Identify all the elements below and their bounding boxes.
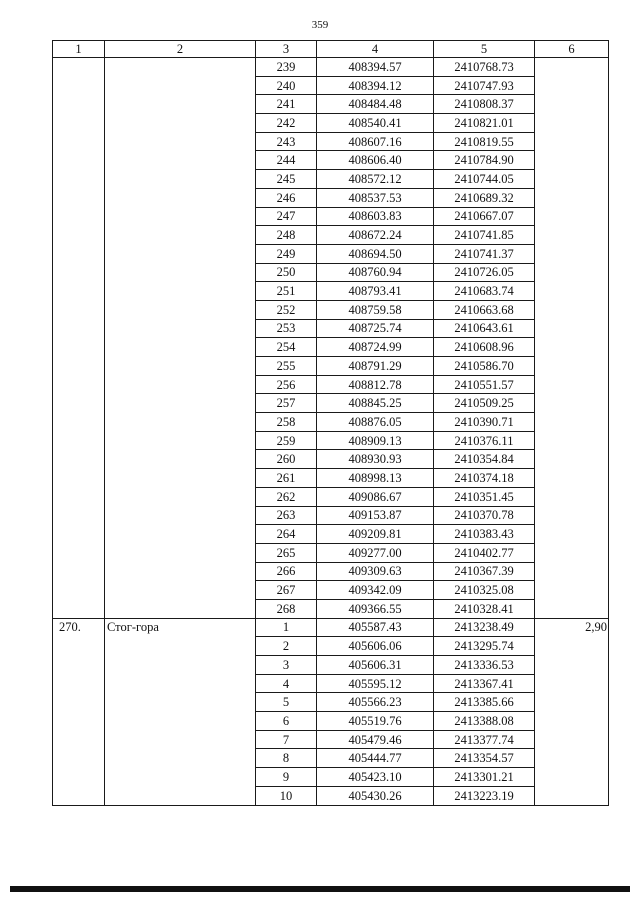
point-number: 255 — [256, 357, 317, 376]
coordinate-x: 408791.29 — [317, 357, 434, 376]
coordinate-y: 2410370.78 — [434, 506, 535, 525]
point-number: 253 — [256, 319, 317, 338]
point-number: 257 — [256, 394, 317, 413]
coordinate-x: 405479.46 — [317, 730, 434, 749]
point-number: 267 — [256, 581, 317, 600]
coordinate-y: 2410354.84 — [434, 450, 535, 469]
point-number: 4 — [256, 674, 317, 693]
entry-area: 2,90 — [535, 618, 609, 805]
coordinate-x: 408606.40 — [317, 151, 434, 170]
coordinate-x: 405519.76 — [317, 712, 434, 731]
coordinate-y: 2410683.74 — [434, 282, 535, 301]
coordinate-x: 409342.09 — [317, 581, 434, 600]
coordinate-x: 408394.12 — [317, 76, 434, 95]
point-number: 241 — [256, 95, 317, 114]
column-header-6: 6 — [535, 41, 609, 58]
coordinate-y: 2410376.11 — [434, 431, 535, 450]
coordinate-y: 2413388.08 — [434, 712, 535, 731]
coordinate-x: 408540.41 — [317, 114, 434, 133]
point-number: 262 — [256, 487, 317, 506]
coordinate-y: 2410367.39 — [434, 562, 535, 581]
table-header — [53, 41, 609, 58]
coordinate-y: 2413301.21 — [434, 768, 535, 787]
coordinate-x: 408607.16 — [317, 132, 434, 151]
entry-name: Стог-гора — [105, 618, 256, 805]
coordinate-y: 2413377.74 — [434, 730, 535, 749]
point-number: 3 — [256, 656, 317, 675]
point-number: 268 — [256, 599, 317, 618]
coordinate-x: 405423.10 — [317, 768, 434, 787]
coordinate-y: 2410741.37 — [434, 244, 535, 263]
coordinate-y: 2413295.74 — [434, 637, 535, 656]
coordinate-x: 405606.06 — [317, 637, 434, 656]
coordinate-y: 2410819.55 — [434, 132, 535, 151]
coordinate-x: 408930.93 — [317, 450, 434, 469]
coordinate-x: 405566.23 — [317, 693, 434, 712]
coordinate-y: 2410383.43 — [434, 525, 535, 544]
point-number: 10 — [256, 786, 317, 805]
coordinate-y: 2413223.19 — [434, 786, 535, 805]
coordinate-x: 408694.50 — [317, 244, 434, 263]
header-row — [53, 41, 609, 58]
coordinate-x: 408909.13 — [317, 431, 434, 450]
coordinate-y: 2410608.96 — [434, 338, 535, 357]
column-header-2: 2 — [105, 41, 256, 58]
point-number: 264 — [256, 525, 317, 544]
coordinate-y: 2410390.71 — [434, 413, 535, 432]
coordinate-y: 2410402.77 — [434, 543, 535, 562]
coordinate-x: 405587.43 — [317, 618, 434, 637]
coordinate-x: 409309.63 — [317, 562, 434, 581]
coordinate-y: 2410744.05 — [434, 170, 535, 189]
point-number: 248 — [256, 226, 317, 245]
coordinate-x: 408672.24 — [317, 226, 434, 245]
page-number: 359 — [311, 19, 329, 31]
coordinates-table — [52, 40, 609, 806]
coordinate-x: 409153.87 — [317, 506, 434, 525]
entry-area-cell — [535, 58, 609, 619]
coordinate-y: 2410586.70 — [434, 357, 535, 376]
point-number: 260 — [256, 450, 317, 469]
coordinate-x: 409366.55 — [317, 599, 434, 618]
coordinate-x: 408845.25 — [317, 394, 434, 413]
coordinate-y: 2413336.53 — [434, 656, 535, 675]
point-number: 242 — [256, 114, 317, 133]
point-number: 258 — [256, 413, 317, 432]
coordinate-x: 409209.81 — [317, 525, 434, 544]
entry-name-cell — [105, 58, 256, 619]
coordinate-x: 408484.48 — [317, 95, 434, 114]
point-number: 247 — [256, 207, 317, 226]
coordinate-y: 2410643.61 — [434, 319, 535, 338]
point-number: 240 — [256, 76, 317, 95]
coordinate-y: 2413238.49 — [434, 618, 535, 637]
coordinate-y: 2410821.01 — [434, 114, 535, 133]
coordinate-y: 2410808.37 — [434, 95, 535, 114]
coordinate-y: 2413367.41 — [434, 674, 535, 693]
coordinate-x: 409086.67 — [317, 487, 434, 506]
point-number: 6 — [256, 712, 317, 731]
point-number: 1 — [256, 618, 317, 637]
point-number: 249 — [256, 244, 317, 263]
coordinate-x: 409277.00 — [317, 543, 434, 562]
point-number: 243 — [256, 132, 317, 151]
table-row — [53, 618, 609, 637]
coordinate-x: 405595.12 — [317, 674, 434, 693]
coordinate-y: 2410374.18 — [434, 469, 535, 488]
column-header-4: 4 — [317, 41, 434, 58]
coordinate-x: 405444.77 — [317, 749, 434, 768]
coordinate-x: 408759.58 — [317, 300, 434, 319]
point-number: 266 — [256, 562, 317, 581]
coordinate-y: 2410741.85 — [434, 226, 535, 245]
coordinate-y: 2410325.08 — [434, 581, 535, 600]
entry-number-cell — [53, 58, 105, 619]
coordinate-y: 2413385.66 — [434, 693, 535, 712]
table-body — [53, 58, 609, 806]
coordinate-y: 2410551.57 — [434, 375, 535, 394]
coordinate-y: 2410663.68 — [434, 300, 535, 319]
coordinate-x: 408793.41 — [317, 282, 434, 301]
column-header-5: 5 — [434, 41, 535, 58]
coordinate-x: 408812.78 — [317, 375, 434, 394]
point-number: 9 — [256, 768, 317, 787]
coordinate-y: 2410509.25 — [434, 394, 535, 413]
entry-number: 270. — [53, 618, 105, 805]
point-number: 261 — [256, 469, 317, 488]
point-number: 252 — [256, 300, 317, 319]
coordinate-x: 408394.57 — [317, 58, 434, 77]
coordinate-y: 2410747.93 — [434, 76, 535, 95]
coordinate-y: 2410351.45 — [434, 487, 535, 506]
column-header-3: 3 — [256, 41, 317, 58]
point-number: 263 — [256, 506, 317, 525]
point-number: 239 — [256, 58, 317, 77]
coordinate-y: 2410689.32 — [434, 188, 535, 207]
coordinate-x: 408572.12 — [317, 170, 434, 189]
coordinate-y: 2410768.73 — [434, 58, 535, 77]
column-header-1: 1 — [53, 41, 105, 58]
point-number: 8 — [256, 749, 317, 768]
coordinate-x: 405430.26 — [317, 786, 434, 805]
coordinate-x: 408876.05 — [317, 413, 434, 432]
coordinate-x: 408725.74 — [317, 319, 434, 338]
coordinate-y: 2413354.57 — [434, 749, 535, 768]
coordinate-x: 408537.53 — [317, 188, 434, 207]
point-number: 256 — [256, 375, 317, 394]
point-number: 254 — [256, 338, 317, 357]
coordinate-x: 405606.31 — [317, 656, 434, 675]
coordinate-x: 408603.83 — [317, 207, 434, 226]
point-number: 265 — [256, 543, 317, 562]
point-number: 250 — [256, 263, 317, 282]
table-row — [53, 58, 609, 77]
point-number: 244 — [256, 151, 317, 170]
coordinate-y: 2410784.90 — [434, 151, 535, 170]
point-number: 5 — [256, 693, 317, 712]
coordinate-x: 408998.13 — [317, 469, 434, 488]
coordinate-y: 2410328.41 — [434, 599, 535, 618]
point-number: 251 — [256, 282, 317, 301]
point-number: 2 — [256, 637, 317, 656]
bottom-rule — [10, 886, 630, 892]
coordinate-x: 408724.99 — [317, 338, 434, 357]
coordinate-y: 2410667.07 — [434, 207, 535, 226]
coordinate-y: 2410726.05 — [434, 263, 535, 282]
point-number: 7 — [256, 730, 317, 749]
point-number: 245 — [256, 170, 317, 189]
coordinate-x: 408760.94 — [317, 263, 434, 282]
point-number: 259 — [256, 431, 317, 450]
point-number: 246 — [256, 188, 317, 207]
